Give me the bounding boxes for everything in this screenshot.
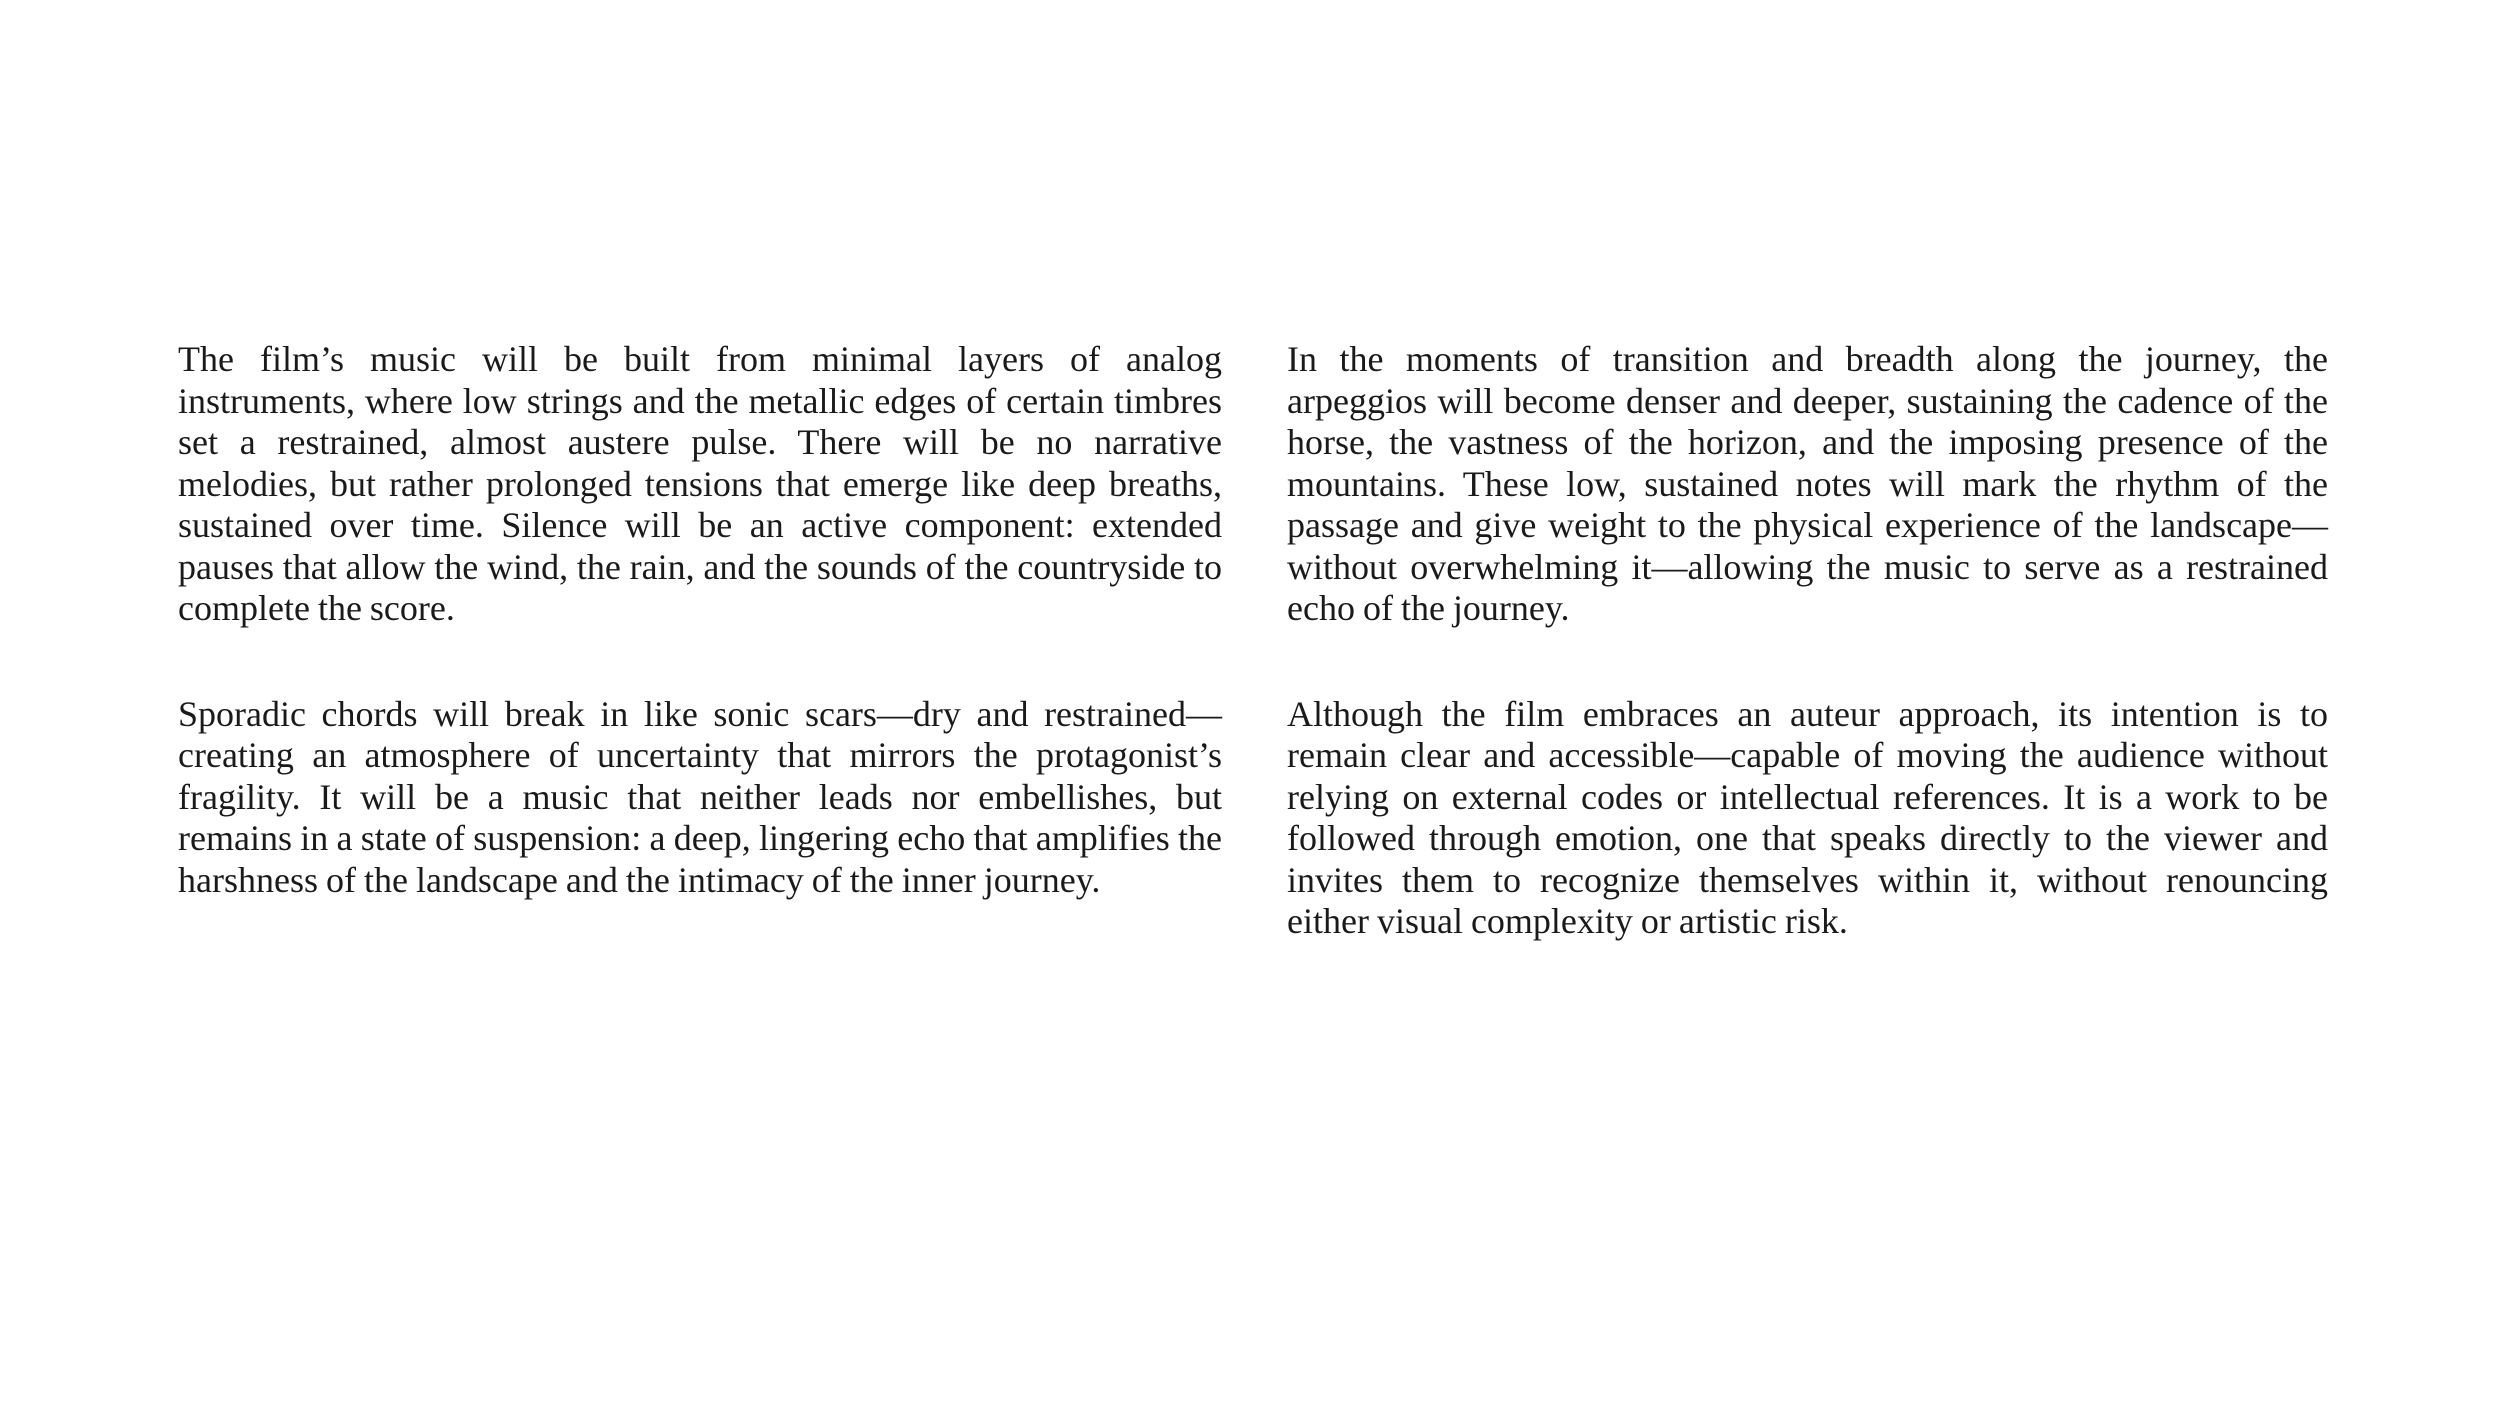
paragraph-music-layers: The film’s music will be built from minimal layers of analog instruments, where low strings and the metallic edges of certain timbres set a restrained, almost austere pulse. There will be no narrative melodies, but rather prolonged tensions that emerge like deep breaths, sustained over time. Silence will be an active component: extended pauses that allow the wind, the rain, and the sounds of the countryside to complete the score.: [178, 339, 1222, 628]
text-column-left: [178, 339, 1222, 901]
text-column-right: [1287, 339, 2328, 943]
paragraph-sporadic-chords: Sporadic chords will break in like sonic scars—dry and restrained—creating an atmosphere of uncertainty that mirrors the protagonist’s fragility. It will be a music that neither leads nor embellishes, but remains in a state of suspension: a deep, lingering echo that amplifies the harshness of the landscape and the intimacy of the inner journey.: [178, 693, 1222, 900]
paragraph-transition-moments: In the moments of transition and breadth along the journey, the arpeggios will become denser and deeper, sustaining the cadence of the horse, the vastness of the horizon, and the imposing presence of the mountains. These low, sustained notes will mark the rhythm of the passage and give weight to the physical experience of the landscape—without overwhelming it—allowing the music to serve as a restrained echo of the journey.: [1287, 339, 2328, 628]
paragraph-auteur-approach: Although the film embraces an auteur approach, its intention is to remain clear and accessible—capable of moving the audience without relying on external codes or intellectual references. It is a work to be followed through emotion, one that speaks directly to the viewer and invites them to recognize themselves within it, without renouncing either visual complexity or artistic risk.: [1287, 693, 2328, 941]
